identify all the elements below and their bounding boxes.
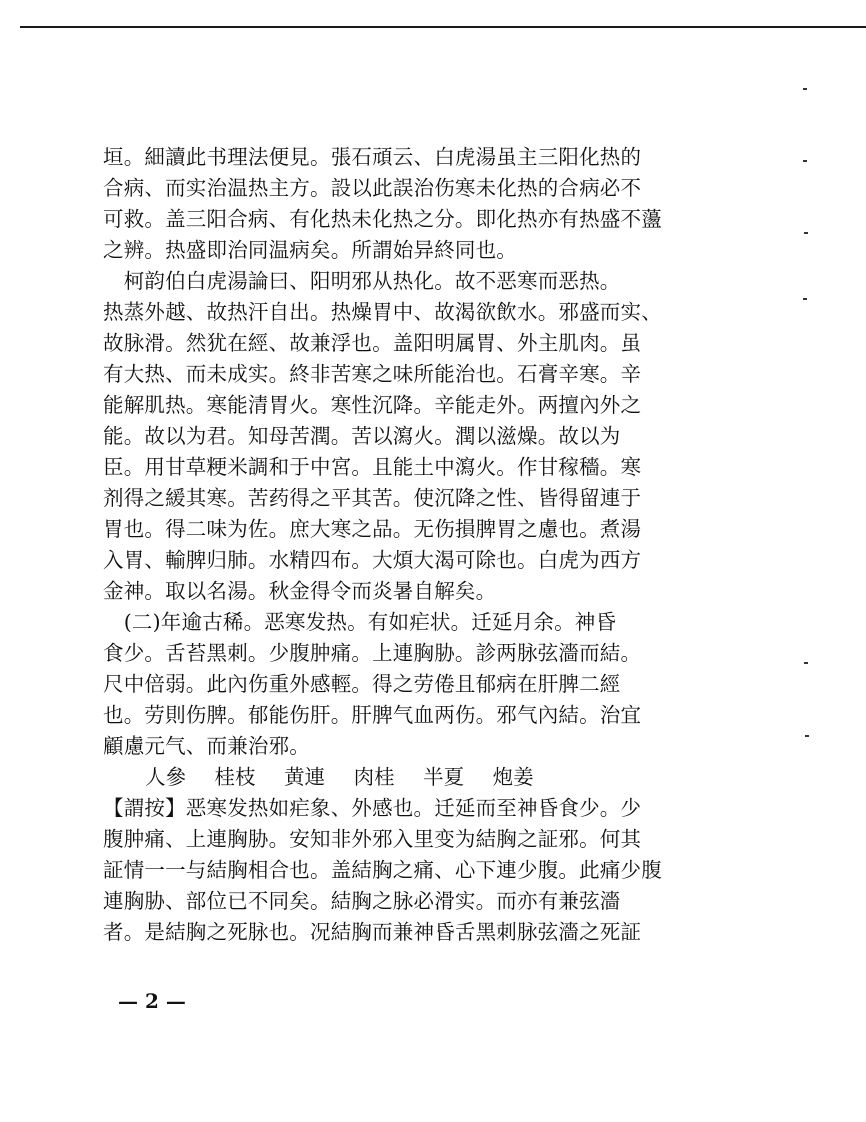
herb-item: 黄連 xyxy=(284,765,326,789)
text-line: (二)年逾古稀。恶寒发热。有如疟状。迁延月余。神昏 xyxy=(103,610,617,634)
text-line: 者。是結胸之死脉也。况結胸而兼神昏舌黑刺脉弦濇之死証 xyxy=(103,920,642,944)
text-line: 故脉滑。然犹在經、故兼浮也。盖阳明属胃、外主肌肉。虽 xyxy=(103,331,642,355)
text-line: 【謂按】恶寒发热如疟象、外感也。迁延而至神昏食少。少 xyxy=(103,796,642,820)
scan-speck xyxy=(804,662,808,664)
text-line: 証情一一与結胸相合也。盖結胸之痛、心下連少腹。此痛少腹 xyxy=(103,858,662,882)
scan-speck xyxy=(803,88,807,90)
text-line: 剂得之緩其寒。苦药得之平其苦。使沉降之性、皆得留連于 xyxy=(103,486,642,510)
page-body xyxy=(103,142,721,948)
text-line: 热蒸外越、故热汗自出。热燥胃中、故渴欲飲水。邪盛而实、 xyxy=(103,300,662,324)
herb-item: 肉桂 xyxy=(353,765,395,789)
text-line: 合病、而实治温热主方。設以此誤治伤寒未化热的合病必不 xyxy=(103,176,642,200)
text-line: 連胸胁、部位已不同矣。結胸之脉必滑实。而亦有兼弦濇 xyxy=(103,889,621,913)
top-rule xyxy=(20,26,866,28)
herb-item: 桂枝 xyxy=(214,765,256,789)
herb-item: 半夏 xyxy=(423,765,465,789)
scan-speck xyxy=(805,735,809,737)
text-line: 可救。盖三阳合病、有化热未化热之分。即化热亦有热盛不蘯 xyxy=(103,207,662,231)
text-line: 之辨。热盛即治同温病矣。所謂始异終同也。 xyxy=(103,238,517,262)
text-line: 能解肌热。寒能清胃火。寒性沉降。辛能走外。两擅內外之 xyxy=(103,393,642,417)
text-line: 金神。取以名湯。秋金得令而炎暑自解矣。 xyxy=(103,579,497,603)
text-line: 入胃、輸脾归肺。水精四布。大煩大渴可除也。白虎为西方 xyxy=(103,548,642,572)
text-line: 腹肿痛、上連胸胁。安知非外邪入里变为結胸之証邪。何其 xyxy=(103,827,642,851)
text-line: 垣。細讀此书理法便見。張石頑云、白虎湯虽主三阳化热的 xyxy=(103,145,642,169)
text-line: 能。故以为君。知母苦潤。苦以瀉火。潤以滋燥。故以为 xyxy=(103,424,621,448)
scan-speck xyxy=(803,160,807,162)
scan-speck xyxy=(804,232,808,234)
text-line: 尺中倍弱。此內伤重外感輕。得之劳倦且郁病在肝脾二經 xyxy=(103,672,621,696)
text-line: 顧慮元气、而兼治邪。 xyxy=(103,734,310,758)
text-line: 胃也。得二味为佐。庶大寒之品。无伤損脾胃之慮也。煮湯 xyxy=(103,517,642,541)
text-line: 臣。用甘草粳米調和于中宮。且能土中瀉火。作甘稼穡。寒 xyxy=(103,455,642,479)
text-line: 有大热、而未成实。終非苦寒之味所能治也。石膏辛寒。辛 xyxy=(103,362,642,386)
page-number: — 2 — xyxy=(118,989,186,1013)
herb-item: 炮姜 xyxy=(492,765,534,789)
herb-item: 人參 xyxy=(145,765,186,789)
text-line: 也。劳則伤脾。郁能伤肝。肝脾气血两伤。邪气內結。治宜 xyxy=(103,703,642,727)
scan-speck xyxy=(803,298,807,300)
text-line: 柯韵伯白虎湯論曰、阳明邪从热化。故不恶寒而恶热。 xyxy=(103,269,621,293)
text-line: 食少。舌苔黑刺。少腹肿痛。上連胸胁。診两脉弦濇而結。 xyxy=(103,641,642,665)
herb-list xyxy=(103,762,721,793)
